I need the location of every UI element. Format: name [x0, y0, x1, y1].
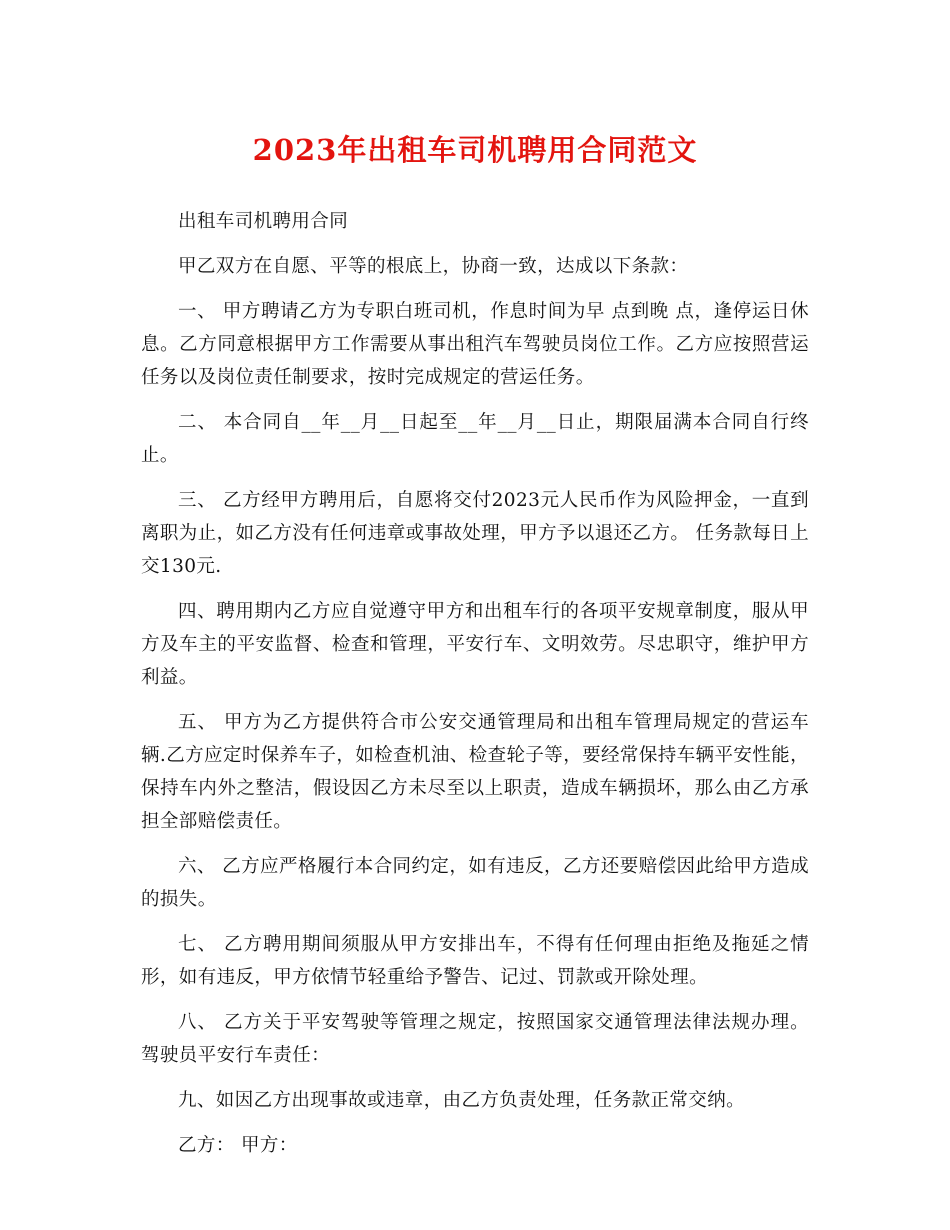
paragraph-clause-3: 三、 乙方经甲方聘用后，自愿将交付2023元人民币作为风险押金，一直到离职为止，如乙方没有任何违章或事故处理，甲方予以退还乙方。 任务款每日上交130元.	[141, 490, 809, 577]
paragraph-clause-2: 二、 本合同自__年__月__日起至__年__月__日止，期限届满本合同自行终止。	[141, 412, 809, 466]
paragraph-clause-5: 五、 甲方为乙方提供符合市公安交通管理局和出租车管理局规定的营运车辆.乙方应定时保养车子，如检查机油、检查轮子等，要经常保持车辆平安性能，保持车内外之整洁，假设因乙方未尽至以上职责，造成车辆损坏，那么由乙方承担全部赔偿责任。	[141, 712, 809, 832]
paragraph-clause-9: 九、如因乙方出现事故或违章，由乙方负责处理，任务款正常交纳。	[178, 1090, 746, 1111]
paragraph-clause-4: 四、聘用期内乙方应自觉遵守甲方和出租车行的各项平安规章制度，服从甲方及车主的平安监督、检查和管理，平安行车、文明效劳。尽忠职守，维护甲方利益。	[141, 601, 809, 688]
document-body	[141, 205, 809, 1174]
signature-line: 乙方： 甲方：	[178, 1135, 298, 1156]
paragraph-clause-7: 七、 乙方聘用期间须服从甲方安排出车，不得有任何理由拒绝及拖延之情形，如有违反，甲方依情节轻重给予警告、记过、罚款或开除处理。	[141, 934, 809, 988]
paragraph-clause-6: 六、 乙方应严格履行本合同约定，如有违反，乙方还要赔偿因此给甲方造成的损失。	[141, 856, 809, 910]
paragraph-clause-1: 一、 甲方聘请乙方为专职白班司机，作息时间为早 点到晚 点，逢停运日休息。乙方同意根据甲方工作需要从事出租汽车驾驶员岗位工作。乙方应按照营运任务以及岗位责任制要求，按时完成规定的营运任务。	[141, 301, 809, 388]
paragraph-clause-8: 八、 乙方关于平安驾驶等管理之规定，按照国家交通管理法律法规办理。 驾驶员平安行车责任：	[141, 1012, 809, 1066]
paragraph-preamble: 甲乙双方在自愿、平等的根底上，协商一致，达成以下条款：	[178, 256, 689, 277]
paragraph-heading: 出租车司机聘用合同	[178, 211, 349, 232]
document-title: 2023年出租车司机聘用合同范文	[252, 133, 698, 167]
